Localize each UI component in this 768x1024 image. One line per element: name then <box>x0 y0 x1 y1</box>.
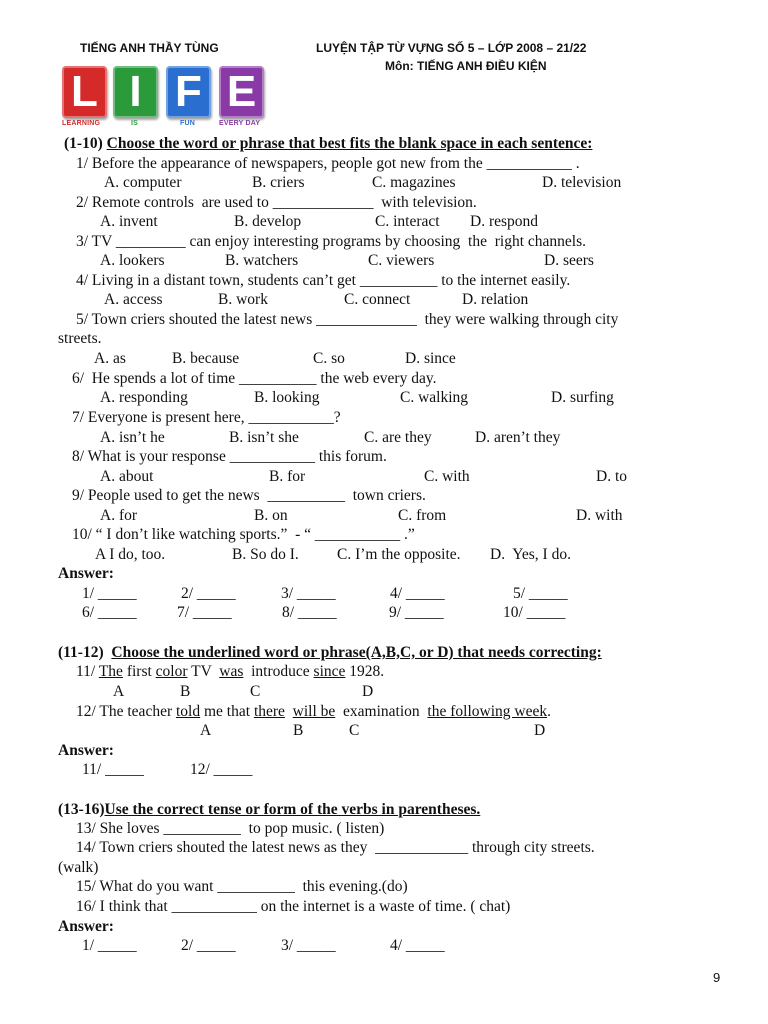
section2-number: (11-12) <box>58 644 104 661</box>
q11-text-1: first <box>122 663 156 680</box>
q12-letter-d: D <box>534 722 546 739</box>
header-subtitle: Môn: TIẾNG ANH ĐIỀU KIỆN <box>385 59 547 73</box>
q7-option-c: C. are they <box>364 429 432 446</box>
q3-option-d: D. seers <box>544 252 594 269</box>
page-number: 9 <box>713 970 721 985</box>
answer-blank-10: 10/ _____ <box>503 604 566 621</box>
question-14: 14/ Town criers shouted the latest news as they ____________ through city streets. <box>76 839 595 856</box>
q11-number: 11/ <box>76 663 96 680</box>
header-title: LUYỆN TẬP TỪ VỰNG SỐ 5 – LỚP 2008 – 21/22 <box>316 41 587 55</box>
q11-underlined-d: since <box>313 663 346 680</box>
q2-option-d: D. respond <box>470 213 539 230</box>
section2-heading <box>58 643 602 662</box>
q10-option-b: B. So do I. <box>232 546 299 563</box>
logo-letter-i: I <box>113 66 158 118</box>
section1-heading <box>64 134 592 153</box>
q12-underlined-c: will be <box>292 703 336 720</box>
logo-caption-every-day: EVERY DAY <box>219 120 261 127</box>
question-13: 13/ She loves __________ to pop music. ( listen) <box>76 820 385 837</box>
logo-caption-fun: FUN <box>180 120 195 127</box>
q11-letter-a: A <box>113 683 125 700</box>
q9-option-c: C. from <box>398 507 447 524</box>
q12-text-3: examination <box>335 703 428 720</box>
question-10: 10/ “ I don’t like watching sports.” - “ ___________ .” <box>72 526 415 543</box>
section3-answer-blank-3: 3/ _____ <box>281 937 336 954</box>
q2-option-b: B. develop <box>234 213 302 230</box>
q6-option-a: A. responding <box>100 389 188 406</box>
q2-option-c: C. interact <box>375 213 440 230</box>
section2-instruction: Choose the underlined word or phrase(A,B,C, or D) that needs correcting: <box>111 644 602 661</box>
section2-answer-label: Answer: <box>58 742 114 759</box>
q2-option-a: A. invent <box>100 213 158 230</box>
q12-letter-a: A <box>200 722 212 739</box>
question-4: 4/ Living in a distant town, students can’t get __________ to the internet easily. <box>76 272 571 289</box>
q1-option-d: D. television <box>542 174 622 191</box>
q12-underlined-b: there <box>253 703 285 720</box>
q7-option-b: B. isn’t she <box>229 429 299 446</box>
q5-option-a: A. as <box>94 350 126 367</box>
section3-answer-label: Answer: <box>58 918 114 935</box>
question-9: 9/ People used to get the news __________ town criers. <box>72 487 426 504</box>
question-2: 2/ Remote controls are used to _____________ with television. <box>76 194 477 211</box>
answer-blank-11: 11/ _____ <box>82 761 144 778</box>
question-16: 16/ I think that ___________ on the internet is a waste of time. ( chat) <box>76 898 511 915</box>
q11-text-4: 1928. <box>345 663 385 680</box>
question-6: 6/ He spends a lot of time __________ the web every day. <box>72 370 437 387</box>
section1-number: (1-10) <box>64 135 103 152</box>
q3-option-b: B. watchers <box>225 252 299 269</box>
question-5: 5/ Town criers shouted the latest news _____________ they were walking through city <box>76 311 619 328</box>
q12-underlined-d: the following week <box>427 703 548 720</box>
logo-letter-f: F <box>166 66 211 118</box>
question-15: 15/ What do you want __________ this evening.(do) <box>76 878 408 895</box>
section3-number: (13-16) <box>58 801 105 818</box>
q11-underlined-b: color <box>155 663 188 680</box>
question-3: 3/ TV _________ can enjoy interesting programs by choosing the right channels. <box>76 233 586 250</box>
q11-letter-b: B <box>180 683 191 700</box>
logo-letter-l: L <box>62 66 107 118</box>
q4-option-a: A. access <box>104 291 163 308</box>
q11-text-2: TV <box>187 663 220 680</box>
answer-blank-12: 12/ _____ <box>190 761 253 778</box>
q4-option-b: B. work <box>218 291 268 308</box>
answer-blank-2: 2/ _____ <box>181 585 236 602</box>
q4-option-d: D. relation <box>462 291 529 308</box>
section3-heading <box>58 800 480 819</box>
q9-option-a: A. for <box>100 507 138 524</box>
section3-instruction: Use the correct tense or form of the verbs in parentheses. <box>104 801 481 818</box>
section3-answer-blank-1: 1/ _____ <box>82 937 137 954</box>
header-left: TIẾNG ANH THẦY TÙNG <box>80 41 219 55</box>
logo-caption-learning: LEARNING <box>62 120 101 127</box>
q11-letter-c: C <box>250 683 261 700</box>
q12-text-4: . <box>547 703 551 720</box>
q10-option-d: D. Yes, I do. <box>490 546 571 563</box>
q3-option-c: C. viewers <box>368 252 435 269</box>
q5-option-d: D. since <box>405 350 456 367</box>
section1-answer-label: Answer: <box>58 565 114 582</box>
q12-letter-b: B <box>293 722 304 739</box>
q8-option-a: A. about <box>100 468 154 485</box>
section3-answer-blank-4: 4/ _____ <box>390 937 445 954</box>
q8-option-b: B. for <box>269 468 306 485</box>
q3-option-a: A. lookers <box>100 252 165 269</box>
q10-option-a: A I do, too. <box>95 546 166 563</box>
q11-underlined-a: The <box>98 663 123 680</box>
q7-option-d: D. aren’t they <box>475 429 561 446</box>
q6-option-d: D. surfing <box>551 389 614 406</box>
q12-text-0: 12/ The teacher <box>76 703 176 720</box>
q5-option-b: B. because <box>172 350 240 367</box>
q9-option-b: B. on <box>254 507 288 524</box>
q12-text-1: me that <box>200 703 254 720</box>
question-14-continued: (walk) <box>58 859 99 876</box>
q12-letter-c: C <box>349 722 360 739</box>
q12-text-2 <box>285 703 293 720</box>
q12-underlined-a: told <box>176 703 201 720</box>
q1-option-b: B. criers <box>252 174 305 191</box>
answer-blank-8: 8/ _____ <box>282 604 337 621</box>
answer-blank-4: 4/ _____ <box>390 585 445 602</box>
answer-blank-3: 3/ _____ <box>281 585 336 602</box>
question-5-continued: streets. <box>58 330 102 347</box>
answer-blank-1: 1/ _____ <box>82 585 137 602</box>
logo-caption-is: IS <box>131 120 139 127</box>
q9-option-d: D. with <box>576 507 623 524</box>
section1-instruction: Choose the word or phrase that best fits the blank space in each sentence: <box>106 135 593 152</box>
question-11 <box>76 662 384 681</box>
q1-option-a: A. computer <box>104 174 182 191</box>
q8-option-c: C. with <box>424 468 470 485</box>
q11-underlined-c: was <box>219 663 244 680</box>
q5-option-c: C. so <box>313 350 345 367</box>
q6-option-c: C. walking <box>400 389 469 406</box>
question-7: 7/ Everyone is present here, ___________? <box>72 409 341 426</box>
q11-letter-d: D <box>362 683 374 700</box>
q11-text-3: introduce <box>243 663 314 680</box>
section3-answer-blank-2: 2/ _____ <box>181 937 236 954</box>
question-8: 8/ What is your response ___________ this forum. <box>72 448 387 465</box>
q7-option-a: A. isn’t he <box>100 429 165 446</box>
question-1: 1/ Before the appearance of newspapers, people got new from the ___________ . <box>76 155 580 172</box>
q8-option-d: D. to <box>596 468 627 485</box>
answer-blank-9: 9/ _____ <box>389 604 444 621</box>
answer-blank-7: 7/ _____ <box>177 604 232 621</box>
logo-letter-e: E <box>219 66 264 118</box>
q4-option-c: C. connect <box>344 291 411 308</box>
answer-blank-5: 5/ _____ <box>513 585 568 602</box>
q10-option-c: C. I’m the opposite. <box>337 546 461 563</box>
answer-blank-6: 6/ _____ <box>82 604 137 621</box>
q6-option-b: B. looking <box>254 389 320 406</box>
question-12 <box>76 702 551 721</box>
q1-option-c: C. magazines <box>372 174 456 191</box>
